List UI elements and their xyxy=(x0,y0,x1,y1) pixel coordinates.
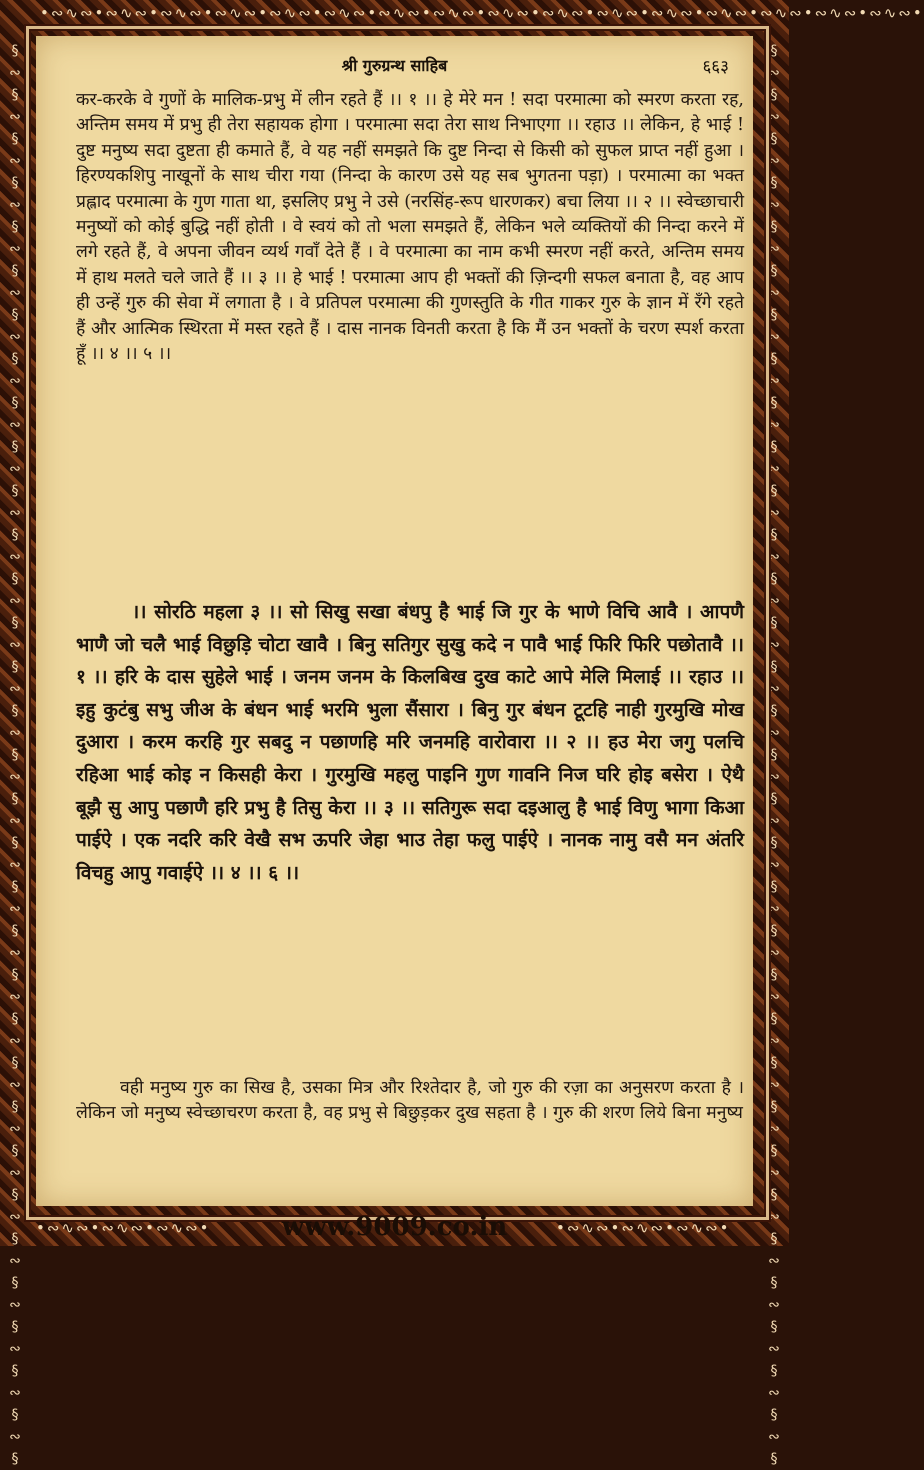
page-header xyxy=(36,54,753,80)
footer-ornament-left-icon: •∾∿∾•∾∿∾•∾∿∾• xyxy=(36,1219,211,1237)
footer-ornament-right-icon: •∾∿∾•∾∿∾•∾∿∾• xyxy=(556,1219,731,1237)
page-number: ६६३ xyxy=(702,57,729,77)
top-border-ornament-icon: •∾∿∾•∾∿∾•∾∿∾•∾∿∾•∾∿∾•∾∿∾•∾∿∾•∾∿∾•∾∿∾•∾∿∾•∾∿∾•∾∿∾•∾∿∾•∾∿∾•∾∿∾•∾∿∾• xyxy=(40,4,924,22)
scripture-page xyxy=(36,36,753,1206)
translation-paragraph-1: कर-करके वे गुणों के मालिक-प्रभु में लीन रहते हैं ।। १ ।। हे मेरे मन ! सदा परमात्मा को स्मरण करता रह, अन्तिम समय में प्रभु ही तेरा सहायक होगा । परमात्मा सदा तेरा साथ निभाएगा ।। रहाउ ।। लेकिन, हे भाई ! दुष्ट मनुष्य सदा दुष्टता ही कमाते हैं, वे यह नहीं समझते कि दुष्ट निन्दा से किसी को सुफल प्राप्त नहीं हुआ । हिरण्यकशिपु नाखूनों के साथ चीरा गया (निन्दा के कारण उसे यह सब भुगतना पड़ा) । परमात्मा का भक्त प्रह्लाद परमात्मा के गुण गाता था, इसलिए प्रभु ने उसे (नरसिंह-रूप धारणकर) बचा लिया ।। २ ।। स्वेच्छाचारी मनुष्यों को कोई बुद्धि नहीं होती । वे स्वयं को तो भला समझते हैं, लेकिन भले व्यक्तियों की निन्दा करने में लगे रहते हैं, वे अपना जीवन व्यर्थ गवाँ देते हैं । वे परमात्मा का नाम कभी स्मरण नहीं करते, अन्तिम समय में हाथ मलते चले जाते हैं ।। ३ ।। हे भाई ! परमात्मा आप ही भक्तों की ज़िन्दगी सफल बनाता है, वह आप ही उन्हें गुरु की सेवा में लगाता है । वे प्रतिपल परमात्मा की गुणस्तुति के गीत गाकर गुरु के ज्ञान में रँगे रहते हैं और आत्मिक स्थिरता में मस्त रहते हैं । दास नानक विनती करता है कि मैं उन भक्तों के चरण स्पर्श करता हूँ ।। ४ ।। ५ ।। xyxy=(76,90,744,365)
page-footer xyxy=(0,1210,789,1246)
page-title: श्री गुरुग्रन्थ साहिब xyxy=(341,56,448,75)
shabad-paragraph: ।। सोरठि महला ३ ।। सो सिखु सखा बंधपु है भाई जि गुर के भाणे विचि आवै । आपणै भाणै जो चलै भाई विछुड़ि चोटा खावै । बिनु सतिगुर सुखु कदे न पावै भाई फिरि फिरि पछोतावै ।। १ ।। हरि के दास सुहेले भाई । जनम जनम के किलबिख दुख काटे आपे मेलि मिलाई ।। रहाउ ।। इहु कुटंबु सभु जीअ के बंधन भाई भरमि भुला सैंसारा । बिनु गुर बंधन टूटहि नाही गुरमुखि मोख दुआरा । करम करहि गुर सबदु न पछाणहि मरि जनमहि वारोवारा ।। २ ।। हउ मेरा जगु पलचि रहिआ भाई कोइ न किसही केरा । गुरमुखि महलु पाइनि गुण गावनि निज घरि होइ बसेरा । ऐथै बूझै सु आपु पछाणै हरि प्रभु है तिसु केरा ।। ३ ।। सतिगुरू सदा दइआलु है भाई विणु भागा किआ पाईऐ । एक नदरि करि वेखै सभ ऊपरि जेहा भाउ तेहा फलु पाईऐ । नानक नामु वसै मन अंतरि विचहु आपु गवाईऐ ।। ४ ।। ६ ।। xyxy=(76,601,744,884)
footer-website-url: www.9009.co.in xyxy=(281,1212,508,1242)
right-border-ornament-icon: § ∾ § ∾ § ∾ § ∾ § ∾ § ∾ § ∾ § ∾ § ∾ § ∾ § ∾ § ∾ § ∾ § ∾ § ∾ § ∾ § ∾ § ∾ § ∾ § ∾ § ∾ § ∾ § ∾ § ∾ § ∾ § ∾ § ∾ § ∾ § ∾ § ∾ § ∾ § ∾ § xyxy=(768,43,780,1467)
translation-paragraph-2: वही मनुष्य गुरु का सिख है, उसका मित्र और रिश्तेदार है, जो गुरु की रज़ा का अनुसरण करता है । लेकिन जो मनुष्य स्वेच्छाचरण करता है, वह प्रभु से बिछुड़कर दुख सहता है । गुरु की शरण लिये बिना मनुष्य xyxy=(76,1078,744,1124)
left-border-ornament-icon: § ∾ § ∾ § ∾ § ∾ § ∾ § ∾ § ∾ § ∾ § ∾ § ∾ § ∾ § ∾ § ∾ § ∾ § ∾ § ∾ § ∾ § ∾ § ∾ § ∾ § ∾ § ∾ § ∾ § ∾ § ∾ § ∾ § ∾ § ∾ § ∾ § ∾ § ∾ § ∾ § xyxy=(9,43,21,1467)
